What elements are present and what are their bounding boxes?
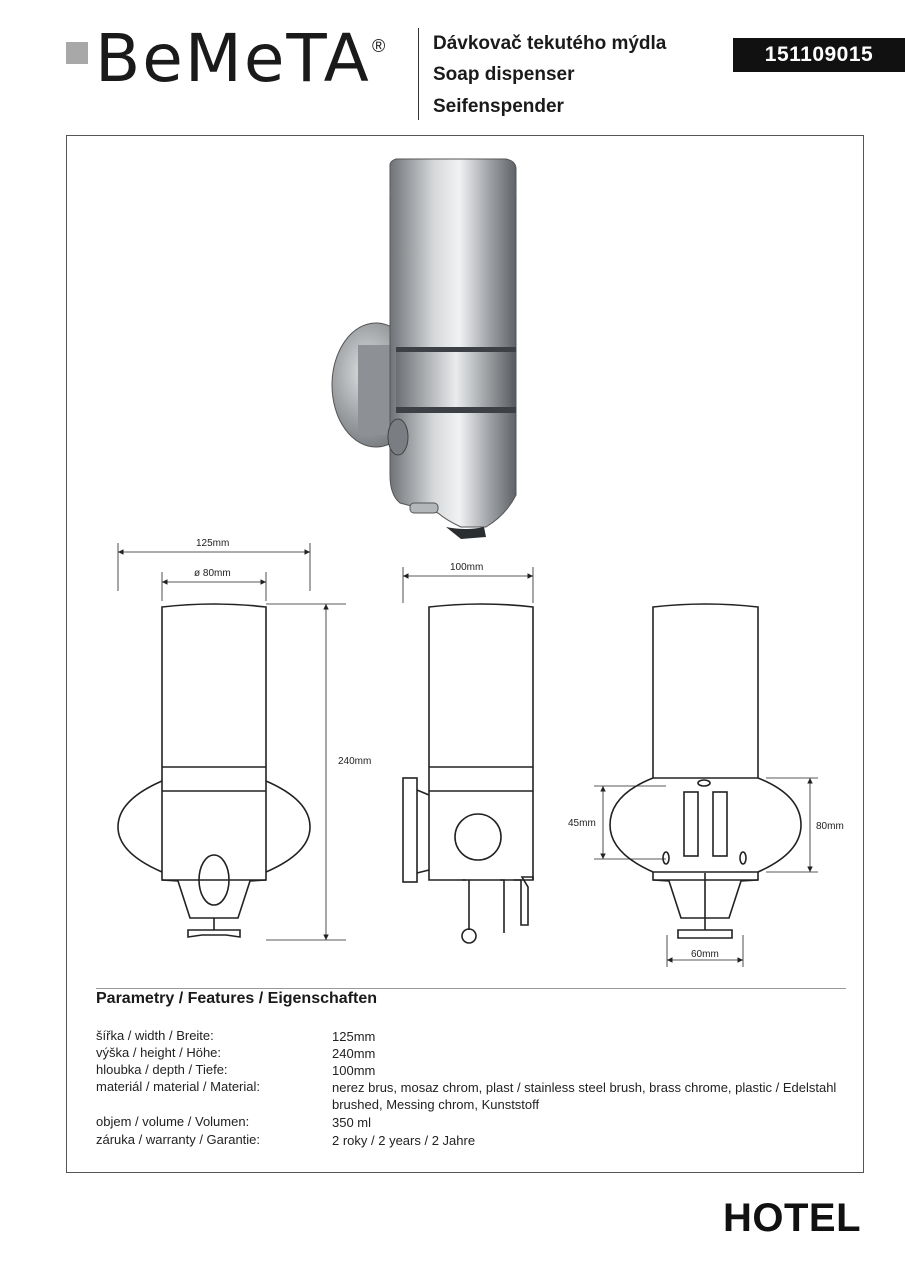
features-heading: Parametry / Features / Eigenschaften — [96, 990, 377, 1007]
registered-mark: ® — [372, 36, 386, 56]
dim-front-diameter: ø 80mm — [194, 568, 231, 579]
dim-back-spacing: 60mm — [691, 949, 719, 960]
spec-label-material: materiál / material / Material: — [96, 1079, 260, 1094]
spec-value-width: 125mm — [332, 1029, 376, 1044]
spec-label-height: výška / height / Höhe: — [96, 1045, 222, 1060]
dim-back-small-height: 45mm — [568, 818, 596, 829]
spec-label-volume: objem / volume / Volumen: — [96, 1114, 250, 1129]
spec-label-width: šířka / width / Breite: — [96, 1028, 214, 1043]
dim-front-width: 125mm — [196, 538, 230, 549]
side-view — [403, 604, 533, 943]
header-divider — [418, 28, 419, 120]
product-title-cz: Dávkovač tekutého mýdla — [433, 33, 667, 54]
dim-back-large-height: 80mm — [816, 821, 844, 832]
spec-value-depth: 100mm — [332, 1063, 376, 1078]
product-title-en: Soap dispenser — [433, 64, 575, 85]
features-divider — [96, 988, 846, 989]
product-photo — [332, 159, 516, 539]
spec-value-height: 240mm — [332, 1046, 376, 1061]
spec-label-depth: hloubka / depth / Tiefe: — [96, 1062, 228, 1077]
dim-front-height: 240mm — [338, 756, 372, 767]
back-view — [610, 604, 801, 938]
spec-label-warranty: záruka / warranty / Garantie: — [96, 1132, 261, 1147]
front-view — [118, 604, 310, 937]
product-title-de: Seifenspender — [433, 96, 564, 117]
spec-value-warranty: 2 roky / 2 years / 2 Jahre — [332, 1133, 476, 1148]
logo-square — [66, 42, 88, 64]
dim-side-depth: 100mm — [450, 562, 484, 573]
spec-value-material: nerez brus, mosaz chrom, plast / stainless steel brush, brass chrome, plastic / Edelstahl brushed, Messing chrom, Kunststoff — [332, 1080, 837, 1112]
product-code-badge: 151109015 — [733, 38, 905, 72]
spec-value-volume: 350 ml — [332, 1115, 372, 1130]
technical-drawing — [66, 135, 864, 985]
brand-logo: BeMeTA — [95, 20, 371, 97]
category-label: HOTEL — [723, 1196, 862, 1240]
